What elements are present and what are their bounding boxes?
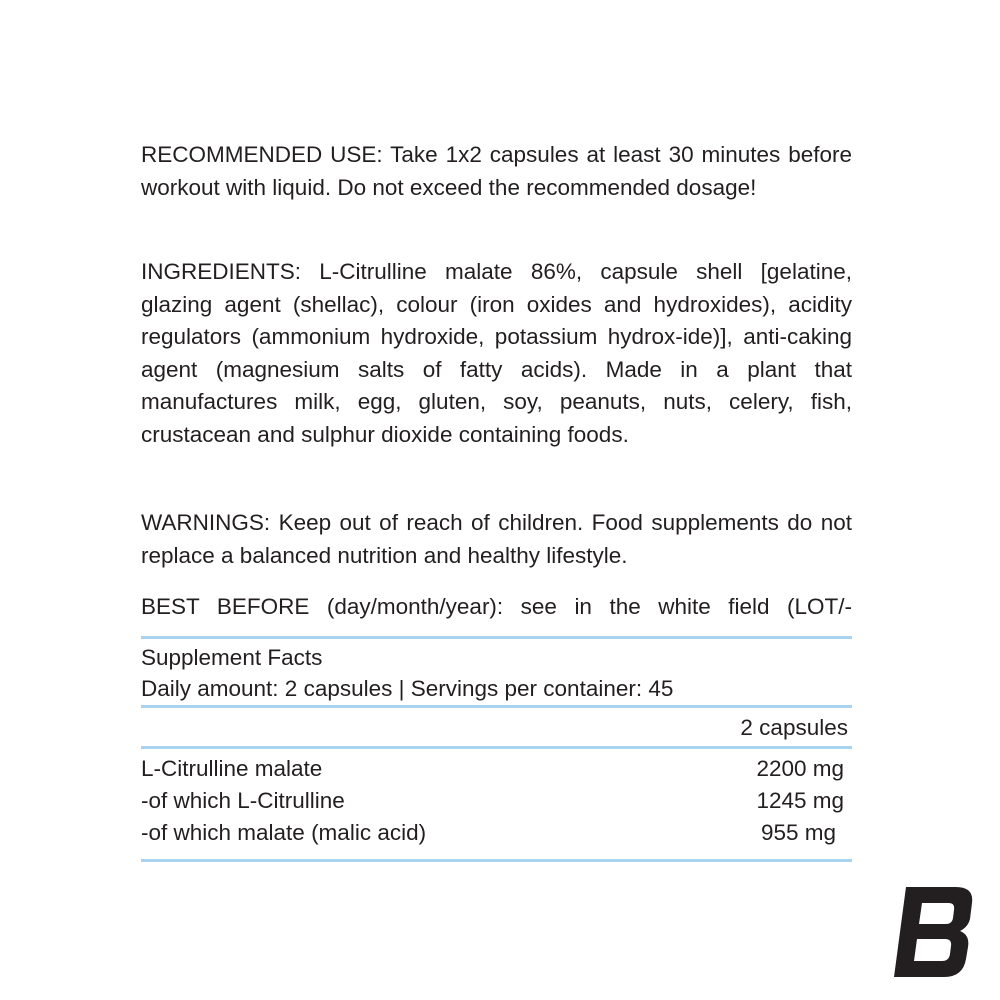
nutrient-name: L-Citrulline malate xyxy=(141,756,323,781)
nutrient-name: -of which malate (malic acid) xyxy=(141,820,427,845)
nutrient-amount: 1245 mg xyxy=(756,788,844,813)
nutrient-amount: 955 mg xyxy=(760,820,836,845)
recommended-use-text: RECOMMENDED USE: Take 1x2 capsules at least 30 minutes before workout with liquid. Do not exceed the recommended dosage! xyxy=(141,142,852,200)
table-row xyxy=(141,817,852,849)
supplement-facts-table xyxy=(141,636,852,862)
nutrient-name: -of which L-Citrulline xyxy=(141,788,345,813)
table-row xyxy=(141,753,852,785)
ingredients-text: INGREDIENTS: L-Citrulline malate 86%, capsule shell [gelatine, glazing agent (shellac), colour (iron oxides and hydroxides), acidity regulators (ammonium hydroxide, potassium hydrox-ide)], anti-caking agent (magnesium salts of fatty acids). Made in a plant that manufactures milk, egg, gluten, soy, peanuts, nuts, celery, fish, crustacean and sulphur dioxide containing foods. xyxy=(141,259,852,447)
serving-info: Daily amount: 2 capsules | Servings per container: 45 xyxy=(141,676,674,701)
table-row xyxy=(141,785,852,817)
supplement-facts-title: Supplement Facts xyxy=(141,645,323,670)
table-rule-bottom xyxy=(141,859,852,862)
warnings-text: WARNINGS: Keep out of reach of children. Food supplements do not replace a balanced nutrition and healthy lifestyle. xyxy=(141,510,852,568)
best-before-text: BEST BEFORE (day/month/year): see in the white field (LOT/- xyxy=(141,594,852,619)
nutrient-amount: 2200 mg xyxy=(756,756,844,781)
table-rule-top xyxy=(141,636,852,639)
column-header: 2 capsules xyxy=(740,715,848,740)
brand-logo-icon xyxy=(894,887,974,977)
